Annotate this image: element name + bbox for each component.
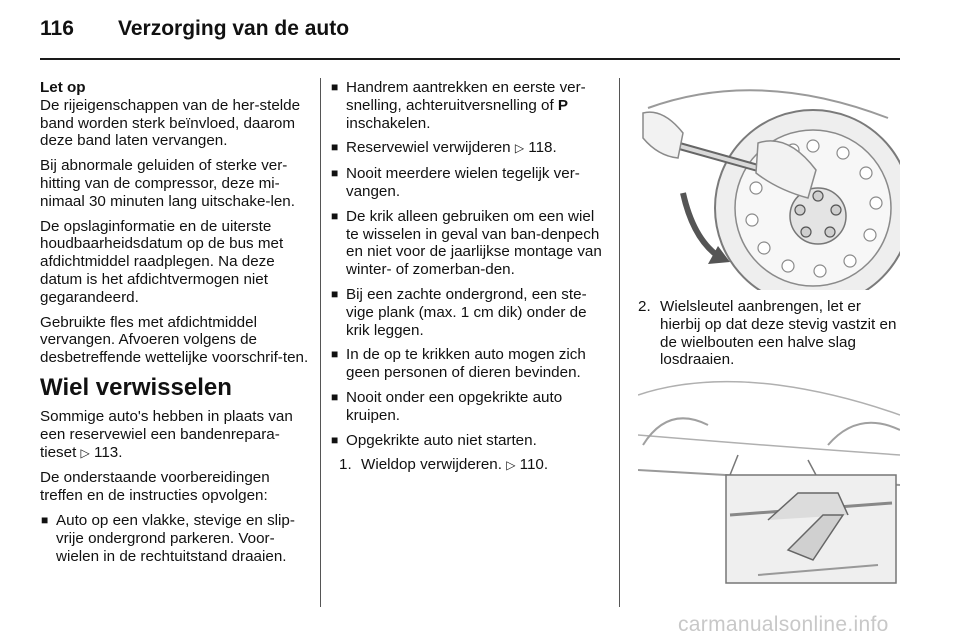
page-number: 116 [40,17,74,40]
step-text: Wielsleutel aanbrengen, let er hierbij op dat deze stevig vastzit en de wielbouten een halve slag losdraaien. [660,298,897,369]
bullet-icon: ■ [331,286,339,301]
gear-letter: P [557,96,569,114]
bullet-text: Nooit onder een opgekrikte auto kruipen. [346,388,563,424]
watermark: carmanualsonline.info [678,613,889,636]
bullet-item [330,79,608,132]
column-divider-right [619,78,620,607]
section-heading: Wiel verwisselen [40,373,232,401]
column-divider-left [320,78,321,607]
bullet-text: Opgekrikte auto niet starten. [346,431,537,449]
body-paragraph: De onderstaande voorbereidingen treffen en de instructies opvolgen: [40,469,270,505]
bullet-icon: ■ [331,389,339,404]
bullet-text: Nooit meerdere wielen tegelijk ver-vangen. [346,165,580,200]
header-rule [40,58,900,60]
page-reference-icon: ▷ [514,141,525,156]
jack-position-illustration [638,375,900,587]
bullet-icon: ■ [331,208,339,223]
bullet-item [330,389,608,425]
bullet-item [330,208,608,279]
column-middle [330,79,608,482]
bullet-icon: ■ [331,166,339,181]
wheel-wrench-drawing [638,78,900,290]
note-title: Let op [40,79,86,96]
bullet-icon: ■ [41,512,49,527]
step-item [638,298,900,369]
wheel-wrench-illustration [638,78,900,290]
jack-position-drawing [638,375,900,587]
body-paragraph [40,408,310,462]
page-reference[interactable]: 113. [94,443,123,461]
bullet-icon: ■ [331,80,339,94]
page-title: Verzorging van de auto [118,17,350,40]
bullet-item [330,165,608,201]
note-paragraph: Gebruikte fles met afdichtmiddel vervangen. Afvoeren volgens de desbetreffende wettelijke voorschrif-ten. [40,313,309,367]
step-number: 2. [638,298,651,315]
bullet-item [330,286,608,339]
column-right [638,298,900,376]
page-reference[interactable]: 110. [519,456,549,474]
step-item [330,456,608,475]
step-number: 1. [339,456,352,474]
bullet-icon: ■ [331,347,339,362]
bullet-item [330,432,608,450]
bullet-text: In de op te krikken auto mogen zich geen personen of dieren bevinden. [346,346,586,382]
page-reference-icon: ▷ [506,458,516,473]
bullet-icon: ■ [331,140,339,155]
bullet-item [330,139,608,158]
bullet-text: Handrem aantrekken en eerste ver-snelling, achteruitversnelling of [346,79,586,114]
bullet-text: inschakelen. [346,114,431,132]
note-paragraph: Bij abnormale geluiden of sterke ver-hitting van de compressor, deze mi-nimaal 30 minuten lang uitschake-len. [40,157,295,210]
bullet-text: Bij een zachte ondergrond, een ste-vige plank (max. 1 cm dik) onder de krik leggen. [346,285,587,339]
page-reference[interactable]: 118. [528,139,557,157]
step-text: Wieldop verwijderen. [361,456,502,474]
bullet-icon: ■ [331,432,339,447]
column-left [40,79,310,572]
note-paragraph: De rijeigenschappen van de her-stelde band worden sterk beïnvloed, daarom deze band laten vervangen. [40,96,301,150]
page-reference-icon: ▷ [80,445,90,460]
bullet-text: Auto op een vlakke, stevige en slip-vrije ondergrond parkeren. Voor-wielen in de rechtuitstand draaien. [56,511,295,565]
bullet-item [330,346,608,382]
note-paragraph: De opslaginformatie en de uiterste houdbaarheidsdatum op de bus met afdichtmiddel raadplegen. Na deze datum is het afdichtvermogen niet gegarandeerd. [40,217,284,306]
bullet-text: De krik alleen gebruiken om een wiel te wisselen in geval van ban-denpech en niet voor de jaarlijkse montage van winter- of zomerban-den. [346,207,602,279]
paragraph-text: Sommige auto's hebben in plaats van een reservewiel een bandenrepara-tieset [40,407,293,461]
bullet-item [40,512,310,565]
bullet-text: Reservewiel verwijderen [346,139,511,157]
